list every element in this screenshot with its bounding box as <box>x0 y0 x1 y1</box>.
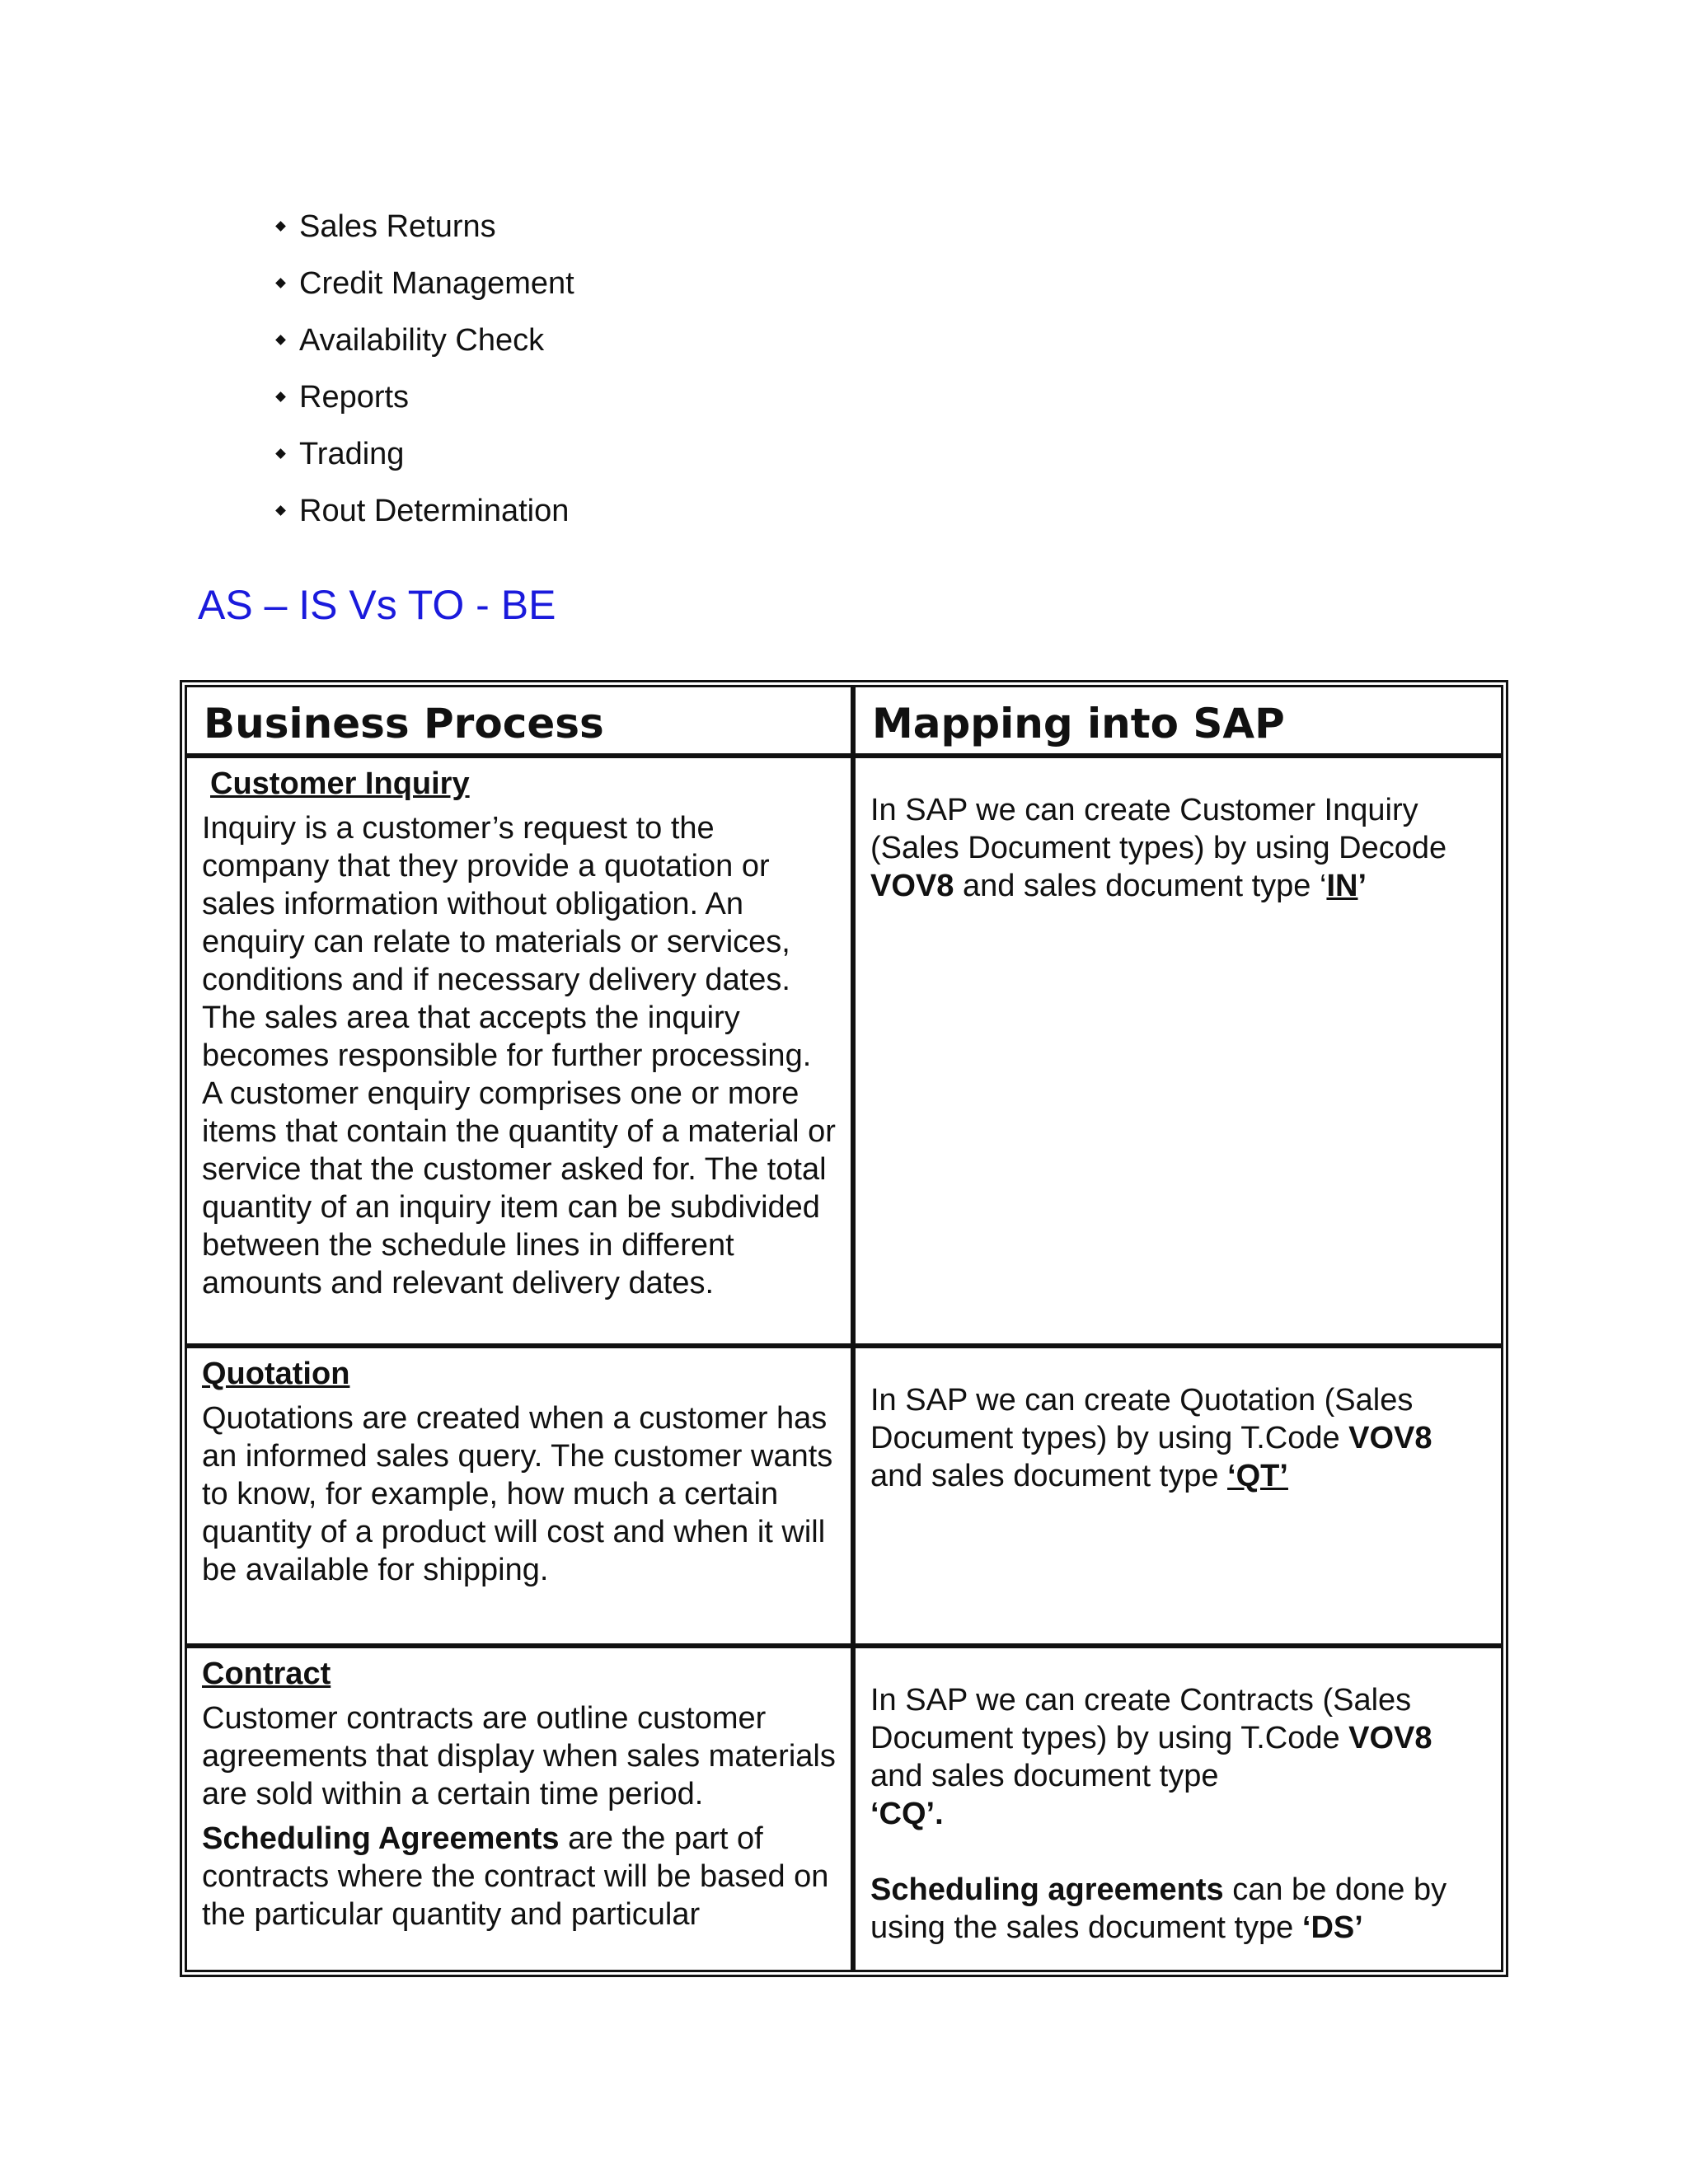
bullet-icon <box>275 505 286 516</box>
process-mapping-table <box>180 680 1508 1977</box>
inquiry-tcode: VOV8 <box>870 869 954 903</box>
inquiry-doc-type: IN <box>1326 869 1358 903</box>
inquiry-description: Inquiry is a customer’s request to the company that they provide a quotation or sales information without obligation. An enquiry can relate to materials or services, conditions and if necessary delivery dates. The sales area that accepts the inquiry becomes responsible for further processing. A customer enquiry comprises one or more items that contain the quantity of a material or service that the customer asked for. The total quantity of an inquiry item can be subdivided between the schedule lines in different amounts and relevant delivery dates. <box>202 811 836 1301</box>
section-heading: AS – IS Vs TO - BE <box>198 582 556 628</box>
list-item <box>272 198 574 255</box>
contract-title: Contract <box>202 1657 331 1691</box>
list-item-text: Trading <box>299 436 405 471</box>
table-row-inquiry-process <box>185 756 853 1346</box>
table-row-quotation-mapping <box>853 1346 1503 1646</box>
quotation-doc-type: ‘QT’ <box>1227 1459 1288 1493</box>
table-row-contract-mapping <box>853 1646 1503 1972</box>
contract-mapping-text: In SAP we can create Contracts (Sales Document types) by using T.Code VOV8 and sales document type ‘CQ’. <box>870 1683 1432 1831</box>
bullet-list <box>272 198 574 539</box>
quotation-tcode: VOV8 <box>1348 1421 1432 1455</box>
quotation-mapping-text: In SAP we can create Quotation (Sales Document types) by using T.Code VOV8 and sales document type ‘QT’ <box>870 1383 1432 1493</box>
list-item-text: Reports <box>299 379 410 415</box>
list-item <box>272 312 574 368</box>
bullet-icon <box>275 335 286 345</box>
header-business-process: Business Process <box>185 685 853 756</box>
list-item-text: Credit Management <box>299 265 574 301</box>
table-row-inquiry-mapping <box>853 756 1503 1346</box>
bullet-icon <box>275 278 286 288</box>
scheduling-agreements-description: Scheduling Agreements are the part of contracts where the contract will be based on the particular quantity and particular <box>202 1821 829 1932</box>
table-row-contract-process <box>185 1646 853 1972</box>
list-item-text: Availability Check <box>299 322 545 358</box>
quotation-description: Quotations are created when a customer has an informed sales query. The customer wants to know, for example, how much a certain quantity of a product will cost and when it will be available for shipping. <box>202 1401 833 1587</box>
list-item-text: Sales Returns <box>299 209 496 244</box>
bullet-icon <box>275 448 286 459</box>
bullet-icon <box>275 221 286 232</box>
list-item <box>272 255 574 312</box>
header-mapping-into-sap: Mapping into SAP <box>853 685 1503 756</box>
contract-doc-type: ‘CQ’. <box>870 1797 944 1831</box>
list-item <box>272 482 574 539</box>
contract-tcode: VOV8 <box>1348 1721 1432 1755</box>
inquiry-mapping-text: In SAP we can create Customer Inquiry (Sales Document types) by using Decode VOV8 and sales document type ‘IN’ <box>870 793 1447 903</box>
scheduling-doc-type: ‘DS’ <box>1301 1910 1363 1945</box>
list-item <box>272 368 574 425</box>
contract-description: Customer contracts are outline customer agreements that display when sales materials are sold within a certain time period. <box>202 1701 836 1811</box>
list-item <box>272 425 574 482</box>
bullet-icon <box>275 391 286 402</box>
list-item-text: Rout Determination <box>299 493 570 528</box>
table-row-quotation-process <box>185 1346 853 1646</box>
scheduling-mapping-text: Scheduling agreements can be done by using the sales document type ‘DS’ <box>870 1872 1447 1945</box>
inquiry-title: Customer Inquiry <box>210 766 470 801</box>
quotation-title: Quotation <box>202 1357 350 1391</box>
